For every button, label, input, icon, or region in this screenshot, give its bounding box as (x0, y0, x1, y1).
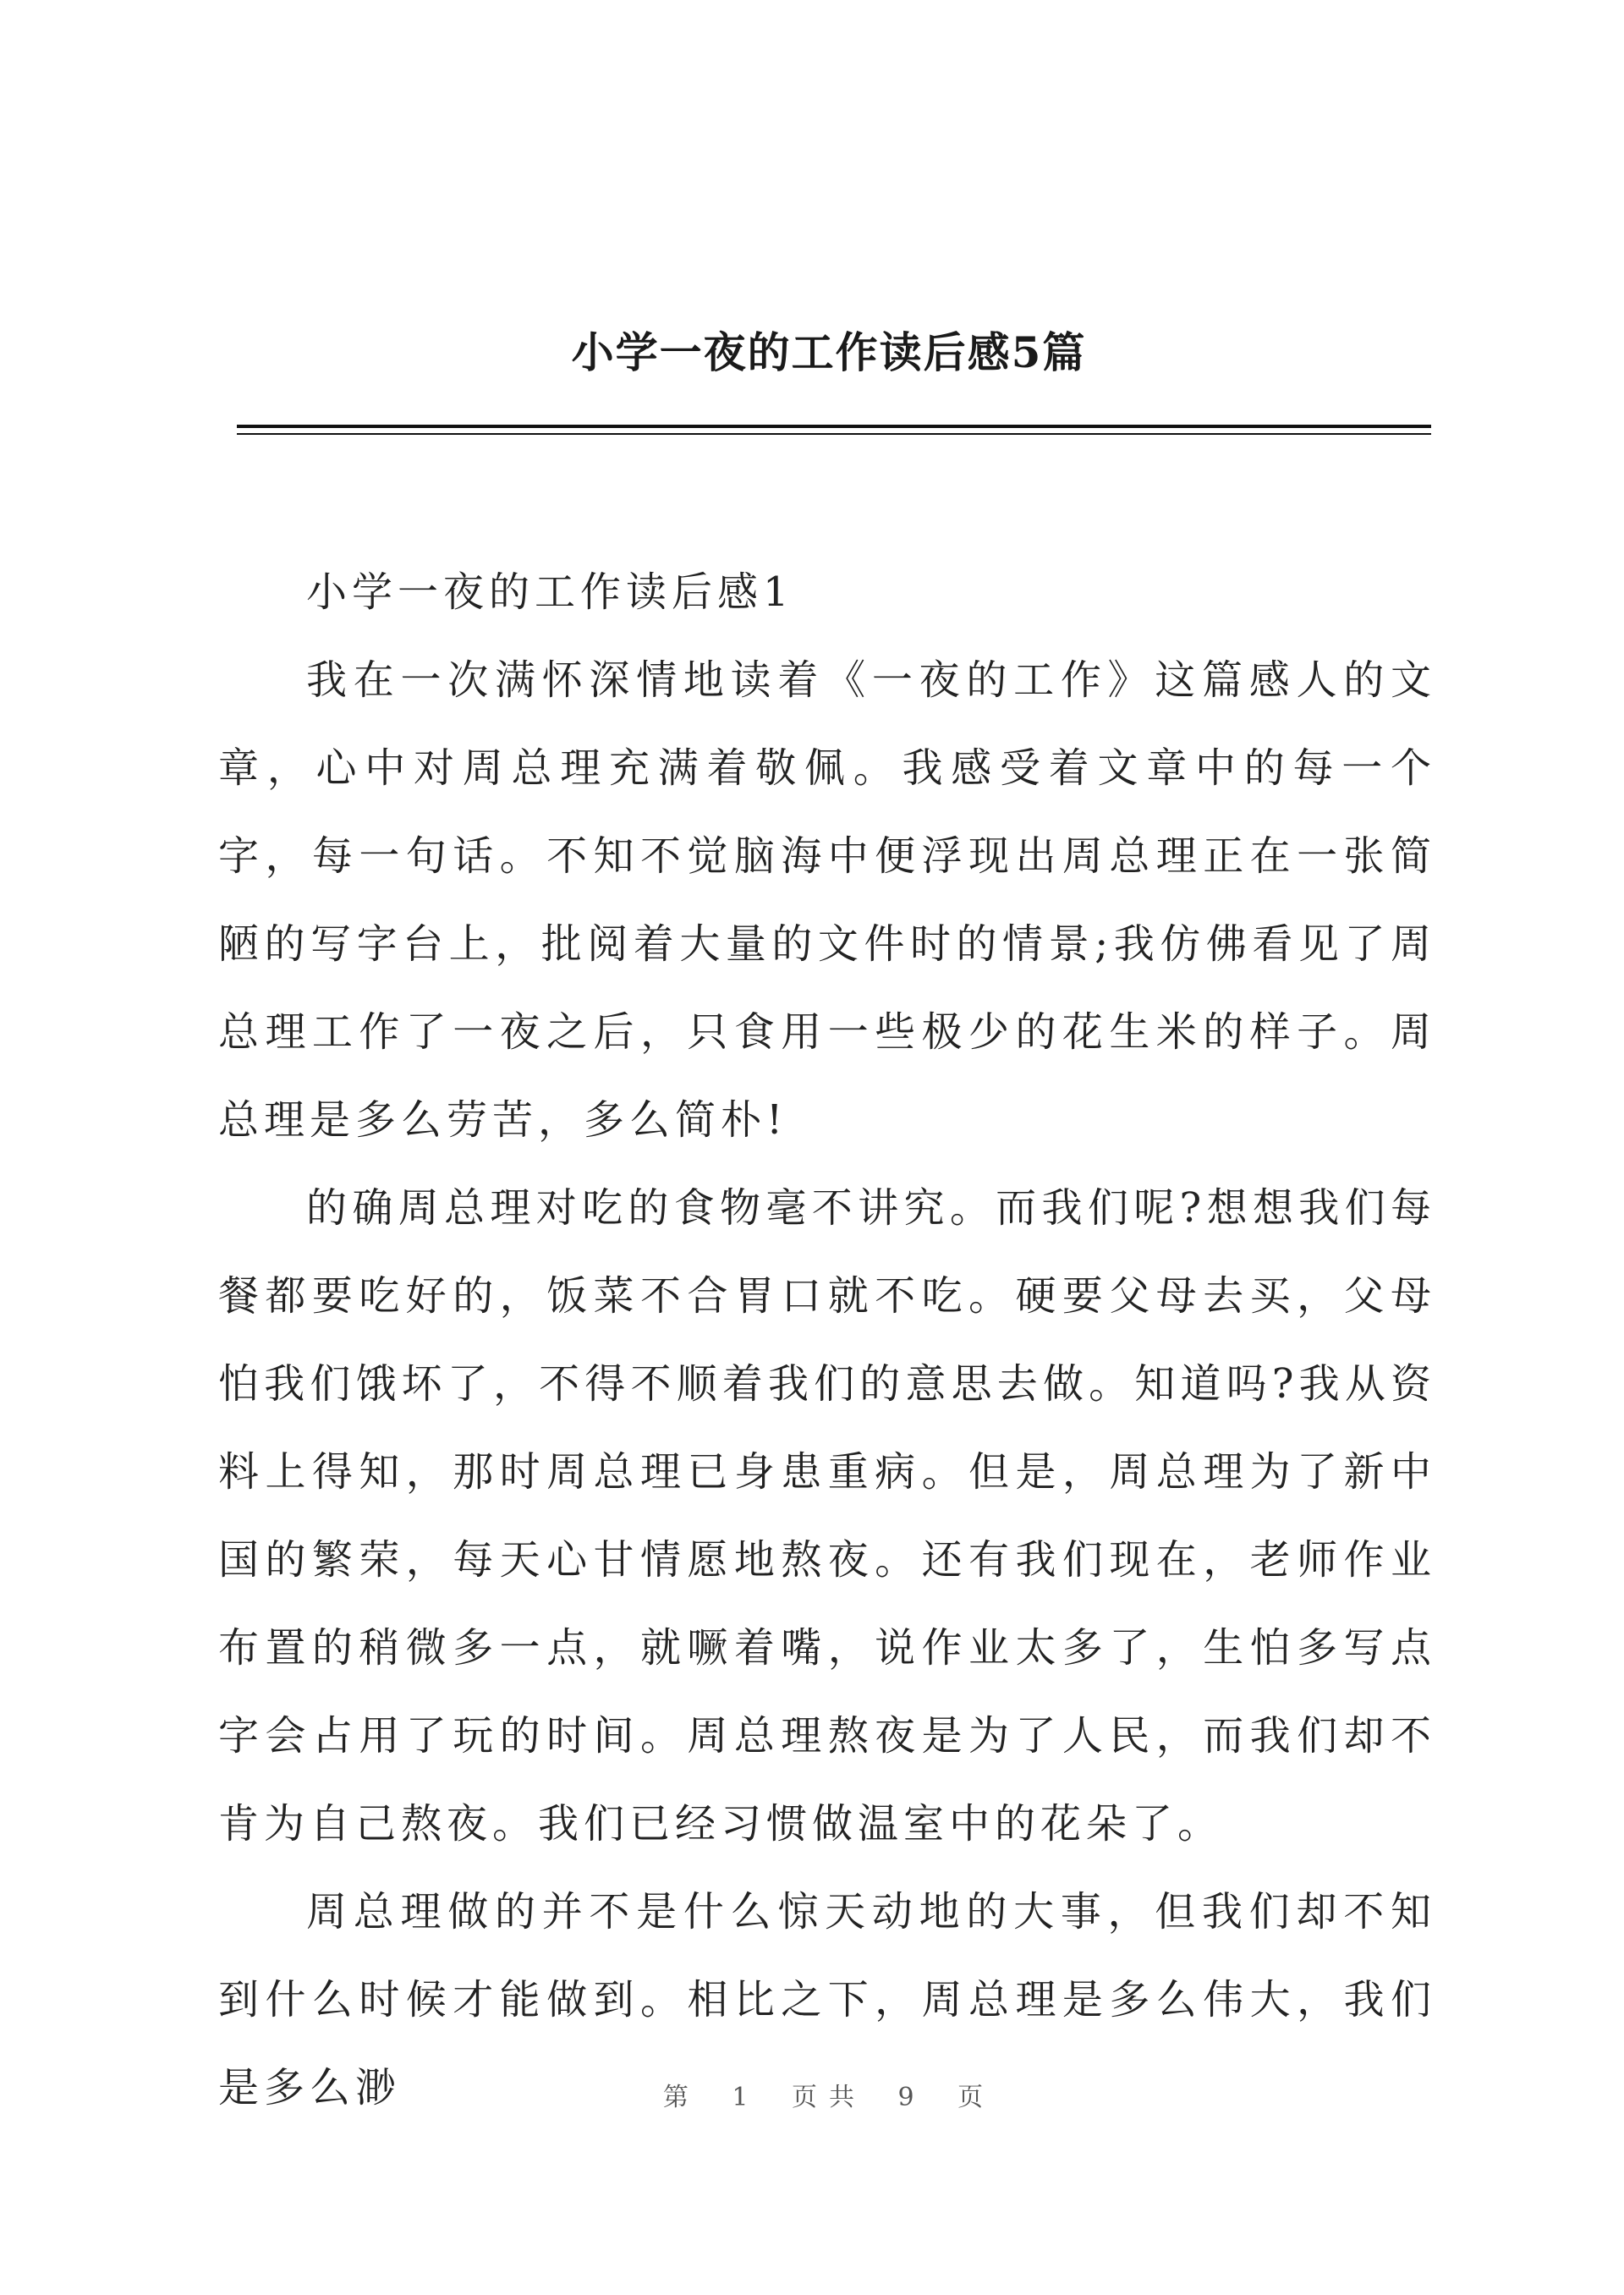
section-heading: 小学一夜的工作读后感1 (306, 568, 794, 616)
paragraph: 周总理做的并不是什么惊天动地的大事，但我们却不知到什么时候才能做到。相比之下，周总理是多么伟大，我们是多么渺 (218, 1888, 1436, 2111)
title-divider-thick (237, 425, 1431, 428)
paragraph: 的确周总理对吃的食物毫不讲究。而我们呢?想想我们每餐都要吃好的，饭菜不合胃口就不吃。硬要父母去买，父母怕我们饿坏了，不得不顺着我们的意思去做。知道吗?我从资料上得知，那时周总理已身患重病。但是，周总理为了新中国的繁荣，每天心甘情愿地熬夜。还有我们现在，老师作业布置的稍微多一点，就噘着嘴，说作业太多了，生怕多写点字会占用了玩的时间。周总理熬夜是为了人民，而我们却不肯为自己熬夜。我们已经习惯做温室中的花朵了。 (218, 1184, 1436, 1848)
page-footer: 第 1 页共 9 页 (662, 2083, 996, 2112)
document-title: 小学一夜的工作读后感5篇 (571, 327, 1087, 377)
paragraph: 我在一次满怀深情地读着《一夜的工作》这篇感人的文章，心中对周总理充满着敬佩。我感受着文章中的每一个字，每一句话。不知不觉脑海中便浮现出周总理正在一张简陋的写字台上，批阅着大量的文件时的情景;我仿佛看见了周总理工作了一夜之后，只食用一些极少的花生米的样子。周总理是多么劳苦，多么简朴! (218, 656, 1436, 1144)
document-body (218, 548, 1436, 2132)
title-divider-thin (237, 433, 1431, 435)
